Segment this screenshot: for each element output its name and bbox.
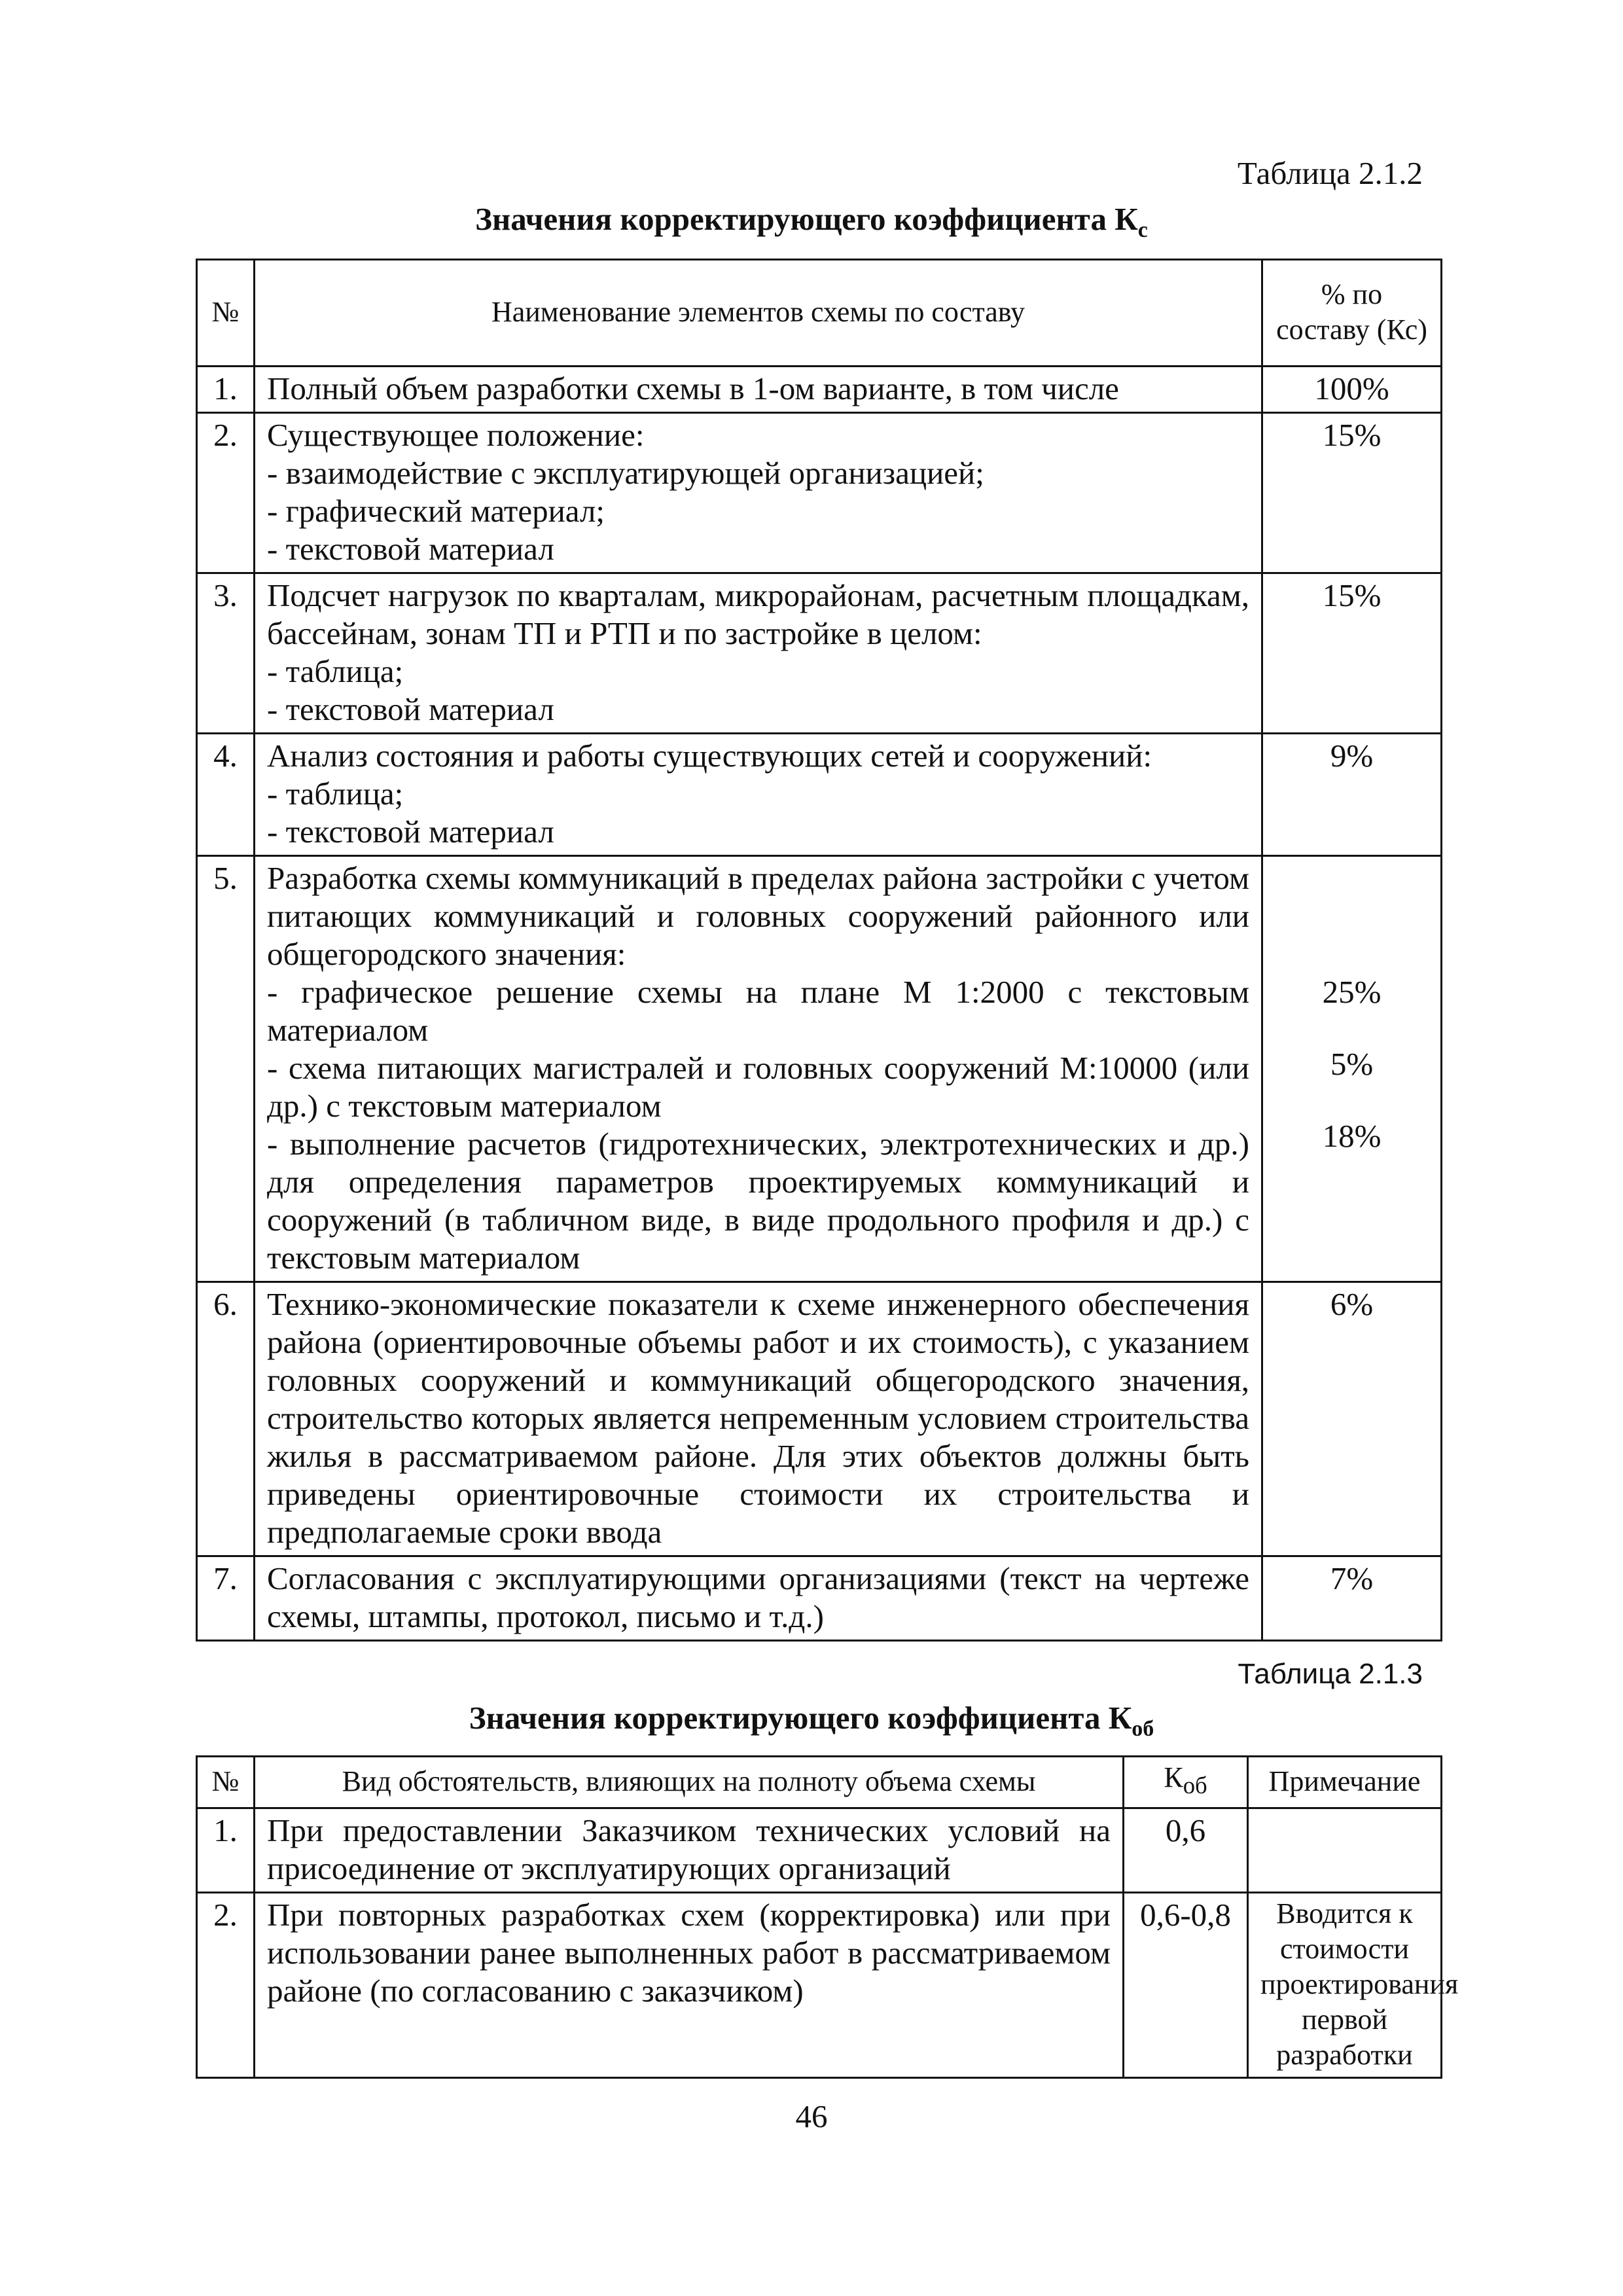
header-name: Наименование элементов схемы по составу (255, 260, 1262, 367)
header-k-sub: об (1183, 1771, 1207, 1799)
row-line: - графический материал; (267, 493, 605, 529)
page-number: 46 (795, 2098, 828, 2134)
table-header-row (197, 260, 1442, 367)
table-kc (196, 259, 1442, 1641)
subitem-text: - выполнение расчетов (гидротехнических, электротехнических и др.) для определения параметров проектируемых коммуникаций и сооружений (в табличном виде, в виде продольного профиля и др.) с текстовым материалом (267, 1126, 1249, 1276)
row-line: - текстовой материал (267, 814, 554, 850)
table-row (197, 1892, 1442, 2077)
table-row (197, 413, 1442, 573)
row-percent: 100% (1262, 367, 1442, 413)
row-description (255, 1282, 1262, 1556)
header-num: № (197, 260, 255, 367)
subitem-text: - схема питающих магистралей и головных сооружений М:10000 (или др.) с текстовым материалом (267, 1050, 1249, 1124)
row-number: 2. (197, 1892, 255, 2077)
row-description (255, 413, 1262, 573)
row-line: - текстовой материал (267, 531, 554, 567)
row-number: 7. (197, 1556, 255, 1641)
row-note (1248, 1808, 1442, 1892)
row-line: - таблица; (267, 653, 404, 689)
row-number: 4. (197, 734, 255, 856)
row-line: - текстовой материал (267, 691, 554, 727)
header-num: № (197, 1757, 255, 1808)
row-number: 6. (197, 1282, 255, 1556)
row-coefficient: 0,6-0,8 (1124, 1892, 1248, 2077)
header-pct: % по составу (Кс) (1262, 260, 1442, 367)
row-percent: 6% (1262, 1282, 1442, 1556)
row-number: 2. (197, 413, 255, 573)
subitem-percent: 18% (1322, 1118, 1382, 1154)
row-number: 1. (197, 1808, 255, 1892)
table-row (197, 367, 1442, 413)
subitem-text: - графическое решение схемы на плане М 1:2000 с текстовым материалом (267, 974, 1249, 1048)
table-title-1-text: Значения корректирующего коэффициента К (475, 201, 1138, 237)
row-line: Подсчет нагрузок по кварталам, микрорайонам, расчетным площадкам, бассейнам, зонам ТП и РТП и по застройке в целом: (267, 577, 1249, 651)
row-percent: 15% (1262, 573, 1442, 734)
header-circumstance: Вид обстоятельств, влияющих на полноту объема схемы (255, 1757, 1124, 1808)
row-description (255, 573, 1262, 734)
row-description (255, 734, 1262, 856)
row-note: Вводится к стоимости проектирования первой разработки (1248, 1892, 1442, 2077)
row-intro: Разработка схемы коммуникаций в пределах района застройки с учетом питающих коммуникаций и головных сооружений районного или общегородского значения: (267, 860, 1249, 972)
row-percent (1262, 856, 1442, 1282)
table-row (197, 1556, 1442, 1641)
row-number: 3. (197, 573, 255, 734)
table-kob (196, 1755, 1459, 2079)
table-title-1 (0, 200, 1623, 250)
header-k-text: К (1164, 1761, 1183, 1793)
row-description (255, 1556, 1262, 1641)
header-note: Примечание (1248, 1757, 1442, 1808)
row-percent: 9% (1262, 734, 1442, 856)
table-number-2: Таблица 2.1.3 (1238, 1658, 1423, 1690)
header-k (1124, 1757, 1248, 1808)
row-line: Технико-экономические показатели к схеме инженерного обеспечения района (ориентировочные объемы работ и их стоимость), с указанием головных сооружений и коммуникаций общегородского значения, строительство которых является непременным условием строительства жилья в рассматриваемом районе. Для этих объектов должны быть приведены ориентировочные стоимости их строительства и предполагаемые сроки ввода (267, 1286, 1249, 1550)
table-row (197, 1808, 1442, 1892)
table-row (197, 1282, 1442, 1556)
row-percent: 7% (1262, 1556, 1442, 1641)
subitem-percent: 5% (1330, 1046, 1374, 1082)
row-description: При повторных разработках схем (корректировка) или при использовании ранее выполненных работ в рассматриваемом районе (по согласованию с заказчиком) (255, 1892, 1124, 2077)
table-title-2-sub: об (1132, 1716, 1154, 1741)
row-description (255, 856, 1262, 1282)
table-row (197, 856, 1442, 1282)
subitem-percent: 25% (1322, 974, 1382, 1010)
table-header-row (197, 1757, 1442, 1808)
table-title-2-text: Значения корректирующего коэффициента К (469, 1700, 1132, 1736)
table-title-1-sub: с (1137, 217, 1148, 242)
row-percent: 15% (1262, 413, 1442, 573)
row-line: Существующее положение: (267, 417, 645, 453)
row-description: При предоставлении Заказчиком технических условий на присоединение от эксплуатирующих организаций (255, 1808, 1124, 1892)
row-number: 5. (197, 856, 255, 1282)
row-description (255, 367, 1262, 413)
row-line: - таблица; (267, 776, 404, 812)
row-line: Анализ состояния и работы существующих сетей и сооружений: (267, 738, 1152, 774)
table-number-1: Таблица 2.1.2 (1237, 155, 1423, 191)
row-coefficient: 0,6 (1124, 1808, 1248, 1892)
row-line: Согласования с эксплуатирующими организациями (текст на чертеже схемы, штампы, протокол, письмо и т.д.) (267, 1560, 1249, 1634)
row-number: 1. (197, 367, 255, 413)
table-row (197, 573, 1442, 734)
row-line: Полный объем разработки схемы в 1-ом варианте, в том числе (267, 370, 1119, 406)
row-line: - взаимодействие с эксплуатирующей организацией; (267, 455, 984, 491)
table-title-2 (0, 1698, 1623, 1749)
table-row (197, 734, 1442, 856)
